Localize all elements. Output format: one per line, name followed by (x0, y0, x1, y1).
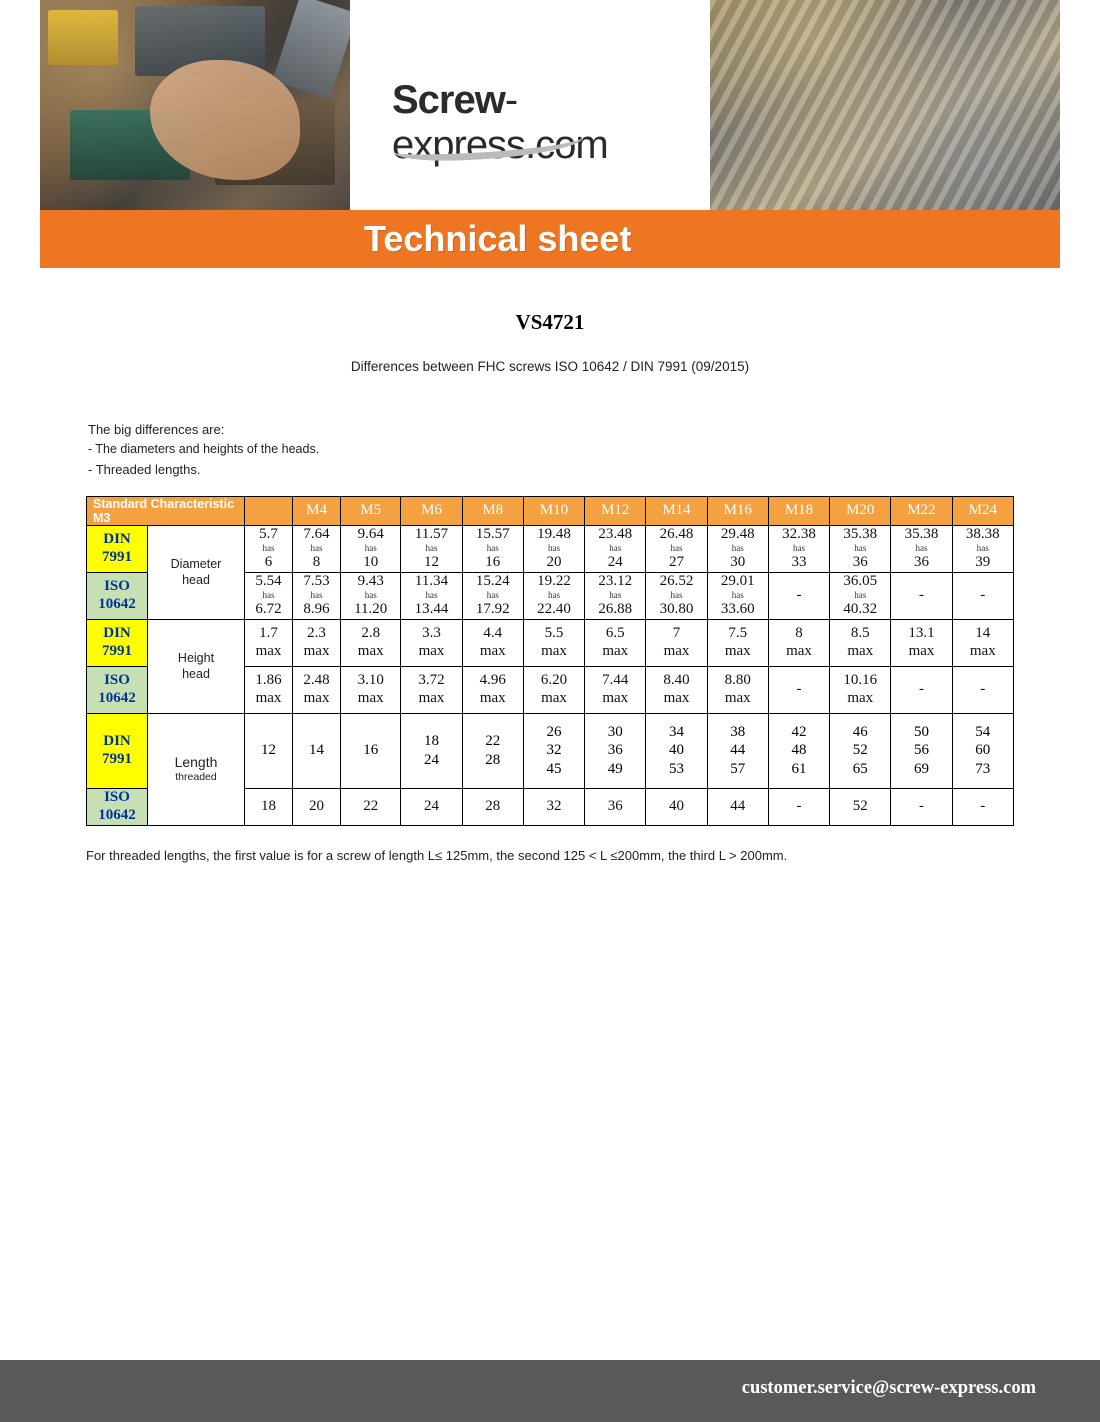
v: 8.5 (850, 625, 870, 642)
cell-length-iso-m8: 28 (462, 788, 523, 825)
cell-length-din-m5: 16 (341, 713, 401, 788)
cell-height-iso-m4 (293, 666, 341, 713)
qualifier: max (255, 689, 282, 706)
header-size-m18: M18 (768, 496, 829, 525)
cell-length-iso-m5: 22 (341, 788, 401, 825)
v: 26.48 (659, 526, 694, 543)
cell-diameter-iso-m14 (646, 572, 707, 619)
header-size-m10: M10 (523, 496, 584, 525)
v: 2.8 (361, 625, 381, 642)
standard-iso-10642-height (87, 666, 148, 713)
standard-din-7991-height (87, 619, 148, 666)
page-footer (0, 1360, 1100, 1422)
v: 1.86 (255, 672, 282, 689)
v: 29.48 (720, 526, 755, 543)
screws-photo (710, 0, 1060, 210)
qualifier: max (255, 642, 282, 659)
v: 4.4 (483, 625, 503, 642)
v: 9.64 (357, 526, 384, 543)
cell-height-iso-m20 (830, 666, 891, 713)
cell-diameter-din-m22 (891, 525, 952, 572)
cell-diameter-din-m24 (952, 525, 1013, 572)
cell-diameter-din-m10 (523, 525, 584, 572)
workbench-photo (40, 0, 350, 210)
cell-height-iso-m16 (707, 666, 768, 713)
cell-height-iso-m14 (646, 666, 707, 713)
iso-label-line1: ISO (104, 578, 130, 595)
specification-table (86, 496, 1014, 826)
header-standard-characteristic: Standard Characteristic M3 (87, 496, 245, 525)
cell-height-din-m16 (707, 619, 768, 666)
qualifier: max (969, 642, 996, 659)
v: 7.64 (303, 526, 330, 543)
v: 15.24 (475, 573, 510, 590)
v2: 8 (312, 553, 321, 570)
cell-diameter-din-m16 (707, 525, 768, 572)
header-size-m14: M14 (646, 496, 707, 525)
cell-length-din-m24: 54 60 73 (952, 713, 1013, 788)
qualifier: has (310, 589, 323, 600)
v2: 27 (668, 553, 684, 570)
table-footnote: For threaded lengths, the first value is for a screw of length L≤ 125mm, the second 125 < L ≤200mm, the third L > 200mm. (86, 847, 788, 863)
cell-diameter-din-m8 (462, 525, 523, 572)
cell-length-iso-m18: - (768, 788, 829, 825)
cell-length-din-m14: 34 40 53 (646, 713, 707, 788)
v: 23.12 (598, 573, 633, 590)
cell-length-din-m3: 12 (245, 713, 293, 788)
qualifier: has (915, 542, 928, 553)
row-height-din (87, 619, 1014, 666)
cell-length-iso-m16: 44 (707, 788, 768, 825)
cell-height-din-m14 (646, 619, 707, 666)
qualifier: max (724, 689, 751, 706)
row-diameter-din (87, 525, 1014, 572)
page-margin-left (0, 0, 40, 1422)
v: 5.54 (255, 573, 282, 590)
v: 13.1 (908, 625, 935, 642)
v: 7.5 (728, 625, 748, 642)
cell-diameter-din-m20 (830, 525, 891, 572)
din-label-line2: 7991 (102, 642, 132, 659)
cell-height-din-m10 (523, 619, 584, 666)
note-line-3: - Threaded lengths. (88, 461, 201, 477)
qualifier: max (479, 642, 506, 659)
qualifier: has (486, 542, 499, 553)
cell-length-din-m16: 38 44 57 (707, 713, 768, 788)
characteristic-length-sublabel: threaded (175, 771, 217, 784)
header-size-m16: M16 (707, 496, 768, 525)
v: 5.5 (544, 625, 564, 642)
cell-height-iso-m10 (523, 666, 584, 713)
cell-diameter-din-m5 (341, 525, 401, 572)
note-line-1: The big differences are: (88, 422, 225, 437)
cell-diameter-din-m3 (245, 525, 293, 572)
v2: 24 (607, 553, 623, 570)
v2: 11.20 (354, 600, 388, 617)
qualifier: has (425, 589, 438, 600)
cell-diameter-din-m14 (646, 525, 707, 572)
page-title: VS4721 (515, 310, 585, 334)
standard-iso-10642-length (87, 788, 148, 825)
cell-length-iso-m20: 52 (830, 788, 891, 825)
banner-title: Technical sheet (364, 218, 632, 259)
cell-height-din-m8 (462, 619, 523, 666)
tape-measure-icon (48, 10, 118, 65)
v2: 17.92 (475, 600, 510, 617)
header-size-m8: M8 (462, 496, 523, 525)
row-length-din (87, 713, 1014, 788)
v2: 8.96 (303, 600, 330, 617)
cell-height-din-m24 (952, 619, 1013, 666)
header-size-m20: M20 (830, 496, 891, 525)
v: 1.7 (259, 625, 278, 642)
cell-length-din-m6: 18 24 (401, 713, 462, 788)
cell-length-iso-m6: 24 (401, 788, 462, 825)
v2: 12 (423, 553, 439, 570)
footer-email[interactable]: customer.service@screw-express.com (741, 1378, 1036, 1398)
cell-diameter-iso-m12 (585, 572, 646, 619)
qualifier: max (602, 689, 629, 706)
qualifier: max (663, 689, 690, 706)
v: 8.40 (663, 672, 690, 689)
v: 2.3 (307, 625, 326, 642)
v: 23.48 (598, 526, 633, 543)
cell-length-iso-m10: 32 (523, 788, 584, 825)
iso-label-line1: ISO (104, 672, 130, 689)
v: 11.57 (414, 526, 449, 543)
header-size-m24: M24 (952, 496, 1013, 525)
qualifier: has (364, 542, 377, 553)
v: 7 (672, 625, 681, 642)
v: 35.38 (904, 526, 939, 543)
qualifier: max (357, 689, 384, 706)
qualifier: has (792, 542, 805, 553)
technical-sheet-banner (40, 210, 1060, 268)
qualifier: has (425, 542, 438, 553)
header-size-m12: M12 (585, 496, 646, 525)
v: 19.48 (537, 526, 571, 543)
din-label-line1: DIN (103, 625, 131, 642)
characteristic-diameter-label: Diameter (170, 556, 222, 571)
qualifier: max (479, 689, 506, 706)
cell-height-iso-m24: - (952, 666, 1013, 713)
header-size-m3 (245, 496, 293, 525)
v2: 10 (363, 553, 379, 570)
v: 26.52 (659, 573, 694, 590)
v: 4.96 (479, 672, 506, 689)
header-size-m6: M6 (401, 496, 462, 525)
qualifier: max (541, 642, 567, 659)
cell-diameter-din-m4 (293, 525, 341, 572)
cell-diameter-iso-m6 (401, 572, 462, 619)
iso-label-line2: 10642 (98, 806, 136, 823)
cell-diameter-iso-m20 (830, 572, 891, 619)
brand-logo-rest: -express.com (392, 78, 608, 167)
document-page (40, 0, 1060, 1422)
cell-diameter-iso-m4 (293, 572, 341, 619)
characteristic-diameter-head (148, 525, 245, 619)
cell-diameter-din-m6 (401, 525, 462, 572)
v: 10.16 (843, 672, 878, 689)
cell-diameter-din-m18 (768, 525, 829, 572)
cell-diameter-iso-m24: - (952, 572, 1013, 619)
v: 8.80 (724, 672, 751, 689)
v: 3.10 (357, 672, 384, 689)
v2: 20 (546, 553, 562, 570)
qualifier: has (547, 589, 560, 600)
cell-diameter-iso-m22: - (891, 572, 952, 619)
cell-height-din-m5 (341, 619, 401, 666)
v2: 26.88 (598, 600, 633, 617)
v2: 6 (264, 553, 273, 570)
cell-height-iso-m5 (341, 666, 401, 713)
qualifier: has (854, 589, 867, 600)
cell-diameter-iso-m16 (707, 572, 768, 619)
cell-length-din-m18: 42 48 61 (768, 713, 829, 788)
header-size-m4: M4 (293, 496, 341, 525)
qualifier: max (724, 642, 751, 659)
qualifier: has (609, 542, 622, 553)
header-size-m5: M5 (341, 496, 401, 525)
logo-area (350, 0, 710, 210)
qualifier: max (303, 689, 330, 706)
qualifier: max (541, 689, 567, 706)
qualifier: has (364, 589, 377, 600)
cell-length-din-m4: 14 (293, 713, 341, 788)
brand-logo-bold: Screw (392, 78, 505, 122)
cell-length-iso-m3: 18 (245, 788, 293, 825)
cell-length-din-m10: 26 32 45 (523, 713, 584, 788)
qualifier: max (602, 642, 629, 659)
qualifier: has (976, 542, 989, 553)
cell-diameter-iso-m18: - (768, 572, 829, 619)
qualifier: has (731, 542, 744, 553)
qualifier: has (486, 589, 499, 600)
cell-diameter-iso-m10 (523, 572, 584, 619)
v: 3.3 (422, 625, 441, 642)
standard-din-7991-diameter (87, 525, 148, 572)
qualifier: has (547, 542, 560, 553)
cell-diameter-iso-m8 (462, 572, 523, 619)
page-subtitle: Differences between FHC screws ISO 10642 / DIN 7991 (09/2015) (350, 359, 750, 374)
cell-length-iso-m12: 36 (585, 788, 646, 825)
v: 32.38 (782, 526, 816, 543)
iso-label-line2: 10642 (98, 689, 136, 706)
v2: 16 (485, 553, 501, 570)
din-label-line2: 7991 (102, 548, 132, 565)
v: 29.01 (720, 573, 755, 590)
v2: 39 (975, 553, 991, 570)
v: 11.34 (414, 573, 449, 590)
v2: 30.80 (659, 600, 694, 617)
characteristic-length-label: Length (174, 754, 218, 771)
v: 6.5 (605, 625, 625, 642)
cell-diameter-iso-m3 (245, 572, 293, 619)
v: 38.38 (965, 526, 1000, 543)
cell-length-iso-m4: 20 (293, 788, 341, 825)
v2: 6.72 (255, 600, 282, 617)
v: 14 (975, 625, 991, 642)
qualifier: max (418, 642, 445, 659)
v2: 36 (913, 553, 929, 570)
cell-height-iso-m12 (585, 666, 646, 713)
qualifier: max (847, 689, 874, 706)
cell-length-din-m8: 22 28 (462, 713, 523, 788)
qualifier: has (731, 589, 744, 600)
table-header-row (87, 496, 1014, 525)
characteristic-height-label: Height (177, 650, 215, 665)
qualifier: has (262, 542, 275, 553)
cell-diameter-din-m12 (585, 525, 646, 572)
cell-height-din-m12 (585, 619, 646, 666)
characteristic-height-head (148, 619, 245, 713)
qualifier: has (670, 542, 683, 553)
cell-height-din-m18 (768, 619, 829, 666)
v: 2.48 (303, 672, 330, 689)
cell-height-iso-m6 (401, 666, 462, 713)
v2: 40.32 (843, 600, 878, 617)
note-line-2: - The diameters and heights of the heads. (88, 442, 320, 457)
cell-length-din-m22: 50 56 69 (891, 713, 952, 788)
cell-length-din-m12: 30 36 49 (585, 713, 646, 788)
cell-length-din-m20: 46 52 65 (830, 713, 891, 788)
qualifier: max (847, 642, 874, 659)
cell-length-iso-m22: - (891, 788, 952, 825)
standard-din-7991-length (87, 713, 148, 788)
qualifier: max (418, 689, 445, 706)
qualifier: max (303, 642, 330, 659)
qualifier: has (854, 542, 867, 553)
page-margin-right (1060, 0, 1100, 1422)
v: 8 (795, 625, 803, 642)
banner-left-block (40, 210, 350, 268)
characteristic-diameter-sublabel: head (182, 573, 210, 588)
notes-block (88, 420, 1060, 480)
v: 7.44 (602, 672, 629, 689)
iso-label-line2: 10642 (98, 595, 136, 612)
v2: 36 (852, 553, 868, 570)
v: 15.57 (475, 526, 510, 543)
characteristic-length-threaded (148, 713, 245, 825)
qualifier: has (609, 589, 622, 600)
qualifier: has (262, 589, 275, 600)
qualifier: max (663, 642, 690, 659)
cell-height-iso-m8 (462, 666, 523, 713)
cell-diameter-iso-m5 (341, 572, 401, 619)
v: 6.20 (540, 672, 568, 689)
qualifier: has (670, 589, 683, 600)
cell-height-iso-m22: - (891, 666, 952, 713)
cell-height-din-m3 (245, 619, 293, 666)
cell-height-din-m4 (293, 619, 341, 666)
v: 9.43 (357, 573, 384, 590)
cell-height-iso-m18: - (768, 666, 829, 713)
cell-height-din-m20 (830, 619, 891, 666)
v: 7.53 (303, 573, 330, 590)
v: 5.7 (259, 526, 278, 543)
cell-length-iso-m24: - (952, 788, 1013, 825)
v2: 22.40 (537, 600, 571, 617)
din-label-line1: DIN (103, 733, 131, 750)
header-size-m22: M22 (891, 496, 952, 525)
v2: 30 (730, 553, 746, 570)
v2: 33.60 (720, 600, 755, 617)
standard-iso-10642-diameter (87, 572, 148, 619)
page-header (40, 0, 1060, 210)
cell-length-iso-m14: 40 (646, 788, 707, 825)
cell-height-din-m22 (891, 619, 952, 666)
v: 3.72 (418, 672, 445, 689)
characteristic-height-sublabel: head (182, 667, 210, 682)
din-label-line1: DIN (103, 531, 131, 548)
iso-label-line1: ISO (104, 789, 130, 806)
v2: 13.44 (414, 600, 449, 617)
cell-height-din-m6 (401, 619, 462, 666)
v2: 33 (791, 553, 807, 570)
qualifier: max (786, 642, 812, 659)
qualifier: max (908, 642, 935, 659)
qualifier: max (357, 642, 384, 659)
cell-height-iso-m3 (245, 666, 293, 713)
v: 19.22 (537, 573, 571, 590)
v: 36.05 (843, 573, 878, 590)
v: 35.38 (843, 526, 878, 543)
qualifier: has (310, 542, 323, 553)
din-label-line2: 7991 (102, 750, 132, 767)
